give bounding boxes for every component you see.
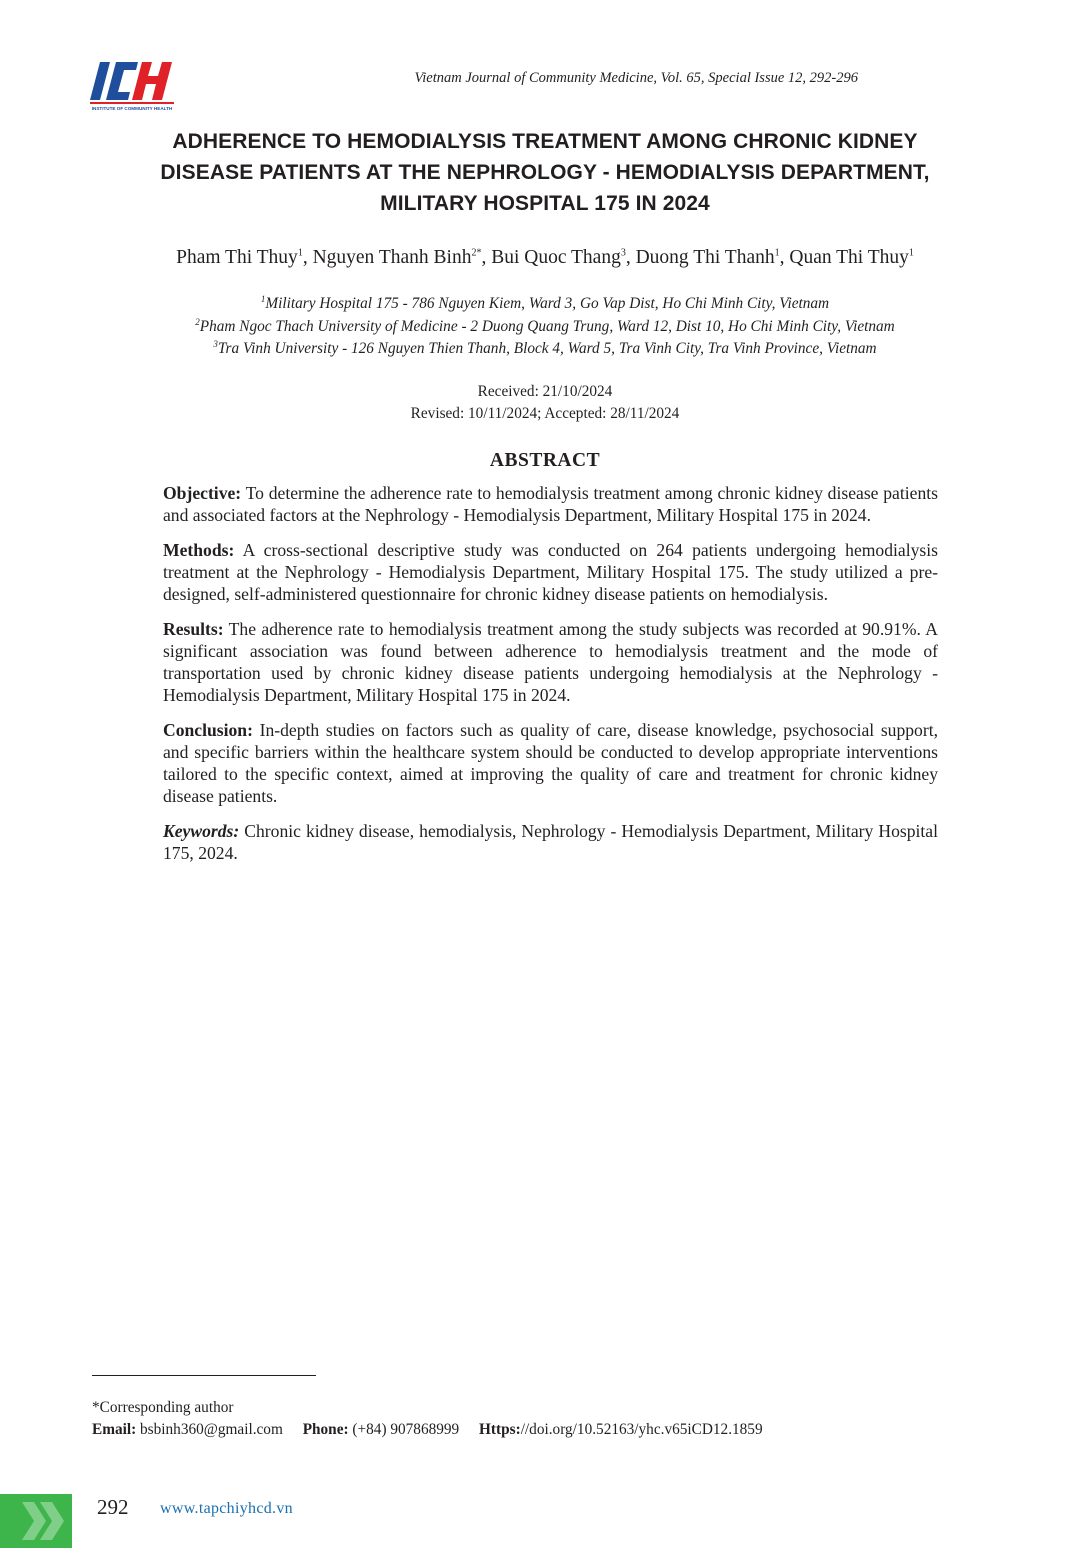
phone-label: Phone: bbox=[302, 1421, 349, 1438]
affiliation-mark: 3 bbox=[213, 338, 218, 349]
keywords-label: Keywords: bbox=[163, 821, 240, 841]
abstract-heading: ABSTRACT bbox=[489, 450, 601, 471]
footer-green-tab bbox=[0, 1494, 72, 1548]
author-list bbox=[0, 247, 1090, 269]
abstract-keywords bbox=[163, 820, 938, 864]
results-label: Results: bbox=[163, 619, 224, 639]
paper-title bbox=[100, 126, 990, 219]
email-link[interactable]: bsbinh360@gmail.com bbox=[140, 1421, 283, 1438]
results-text: The adherence rate to hemodialysis treatment among the study subjects was recorded at 90.91%. A significant association was found between adherence to hemodialysis treatment and the mode of transportation used by chronic kidney disease patients undergoing hemodialysis at the Nephrology - Hemodialysis Department, Military Hospital 175 in 2024. bbox=[163, 619, 938, 705]
title-line: DISEASE PATIENTS AT THE NEPHROLOGY - HEMODIALYSIS DEPARTMENT, bbox=[160, 161, 930, 184]
double-chevron-icon bbox=[0, 1494, 72, 1548]
author-separator: , bbox=[302, 247, 313, 268]
affiliation bbox=[0, 293, 1090, 316]
submission-dates bbox=[0, 381, 1090, 424]
author-separator: , bbox=[481, 247, 492, 268]
abstract-body bbox=[163, 482, 938, 877]
title-line: ADHERENCE TO HEMODIALYSIS TREATMENT AMONG CHRONIC KIDNEY bbox=[172, 130, 918, 153]
author-separator: , bbox=[779, 247, 790, 268]
revised-accepted-date: Revised: 10/11/2024; Accepted: 28/11/2024 bbox=[410, 404, 680, 422]
objective-text: To determine the adherence rate to hemodialysis treatment among chronic kidney disease patients and associated factors at the Nephrology - Hemodialysis Department, Military Hospital 175 in 2024. bbox=[163, 483, 938, 525]
footnote-divider bbox=[92, 1375, 316, 1376]
affiliation-text: Military Hospital 175 - 786 Nguyen Kiem, Ward 3, Go Vap Dist, Ho Chi Minh City, Vietnam bbox=[265, 295, 830, 312]
author-name: Quan Thi Thuy bbox=[789, 247, 909, 268]
abstract-conclusion bbox=[163, 719, 938, 807]
author-name: Duong Thi Thanh bbox=[635, 247, 775, 268]
author-affiliation-mark: 1 bbox=[297, 247, 303, 259]
affiliation-mark: 2 bbox=[195, 316, 200, 327]
journal-citation: Vietnam Journal of Community Medicine, Vol. 65, Special Issue 12, 292-296 bbox=[414, 70, 858, 86]
abstract-methods bbox=[163, 539, 938, 605]
author-affiliation-mark: 1 bbox=[774, 247, 780, 259]
affiliation-text: Tra Vinh University - 126 Nguyen Thien Thanh, Block 4, Ward 5, Tra Vinh City, Tra Vinh Province, Vietnam bbox=[217, 340, 877, 357]
corresponding-note: *Corresponding author bbox=[92, 1399, 234, 1416]
author-affiliation-mark: 2* bbox=[471, 247, 482, 259]
abstract-objective bbox=[163, 482, 938, 526]
objective-label: Objective: bbox=[163, 483, 242, 503]
author-affiliation-mark: 1 bbox=[908, 247, 914, 259]
conclusion-label: Conclusion: bbox=[163, 720, 253, 740]
author-name: Nguyen Thanh Binh bbox=[312, 247, 472, 268]
author-affiliation-mark: 3 bbox=[620, 247, 626, 259]
title-line: MILITARY HOSPITAL 175 IN 2024 bbox=[380, 192, 710, 215]
footnote bbox=[92, 1397, 763, 1441]
affiliation-text: Pham Ngoc Thach University of Medicine - 2 Duong Quang Trung, Ward 12, Dist 10, Ho Chi Minh City, Vietnam bbox=[199, 317, 895, 335]
author-name: Bui Quoc Thang bbox=[491, 247, 621, 268]
contact-line bbox=[92, 1419, 763, 1441]
website-link[interactable]: www.tapchiyhcd.vn bbox=[160, 1500, 293, 1517]
received-date: Received: 21/10/2024 bbox=[477, 383, 613, 400]
phone-number: (+84) 907868999 bbox=[352, 1421, 460, 1438]
email-label: Email: bbox=[92, 1421, 137, 1438]
abstract-results bbox=[163, 618, 938, 706]
logo-caption: INSTITUTE OF COMMUNITY HEALTH bbox=[91, 106, 173, 111]
methods-label: Methods: bbox=[163, 540, 235, 560]
keywords-text: Chronic kidney disease, hemodialysis, Nephrology - Hemodialysis Department, Military Hospital 175, 2024. bbox=[163, 821, 938, 863]
doi-link[interactable]: //doi.org/10.52163/yhc.v65iCD12.1859 bbox=[520, 1421, 763, 1438]
affiliation bbox=[0, 338, 1090, 361]
affiliation-list bbox=[0, 293, 1090, 361]
conclusion-text: In-depth studies on factors such as quality of care, disease knowledge, psychosocial support, and specific barriers within the healthcare system should be conducted to develop appropriate interventions tailored to the specific context, aimed at improving the quality of care and treatment for chronic kidney disease patients. bbox=[163, 720, 938, 806]
author-separator: , bbox=[625, 247, 636, 268]
affiliation bbox=[0, 316, 1090, 339]
methods-text: A cross-sectional descriptive study was conducted on 264 patients undergoing hemodialysis treatment at the Nephrology - Hemodialysis Department, Military Hospital 175. The study utilized a pre-designed, self-administered questionnaire for chronic kidney disease patients on hemodialysis. bbox=[163, 540, 938, 604]
page-number: 292 bbox=[97, 1495, 129, 1519]
affiliation-mark: 1 bbox=[260, 293, 266, 304]
author-name: Pham Thi Thuy bbox=[176, 247, 298, 268]
doi-label: Https: bbox=[479, 1421, 521, 1438]
